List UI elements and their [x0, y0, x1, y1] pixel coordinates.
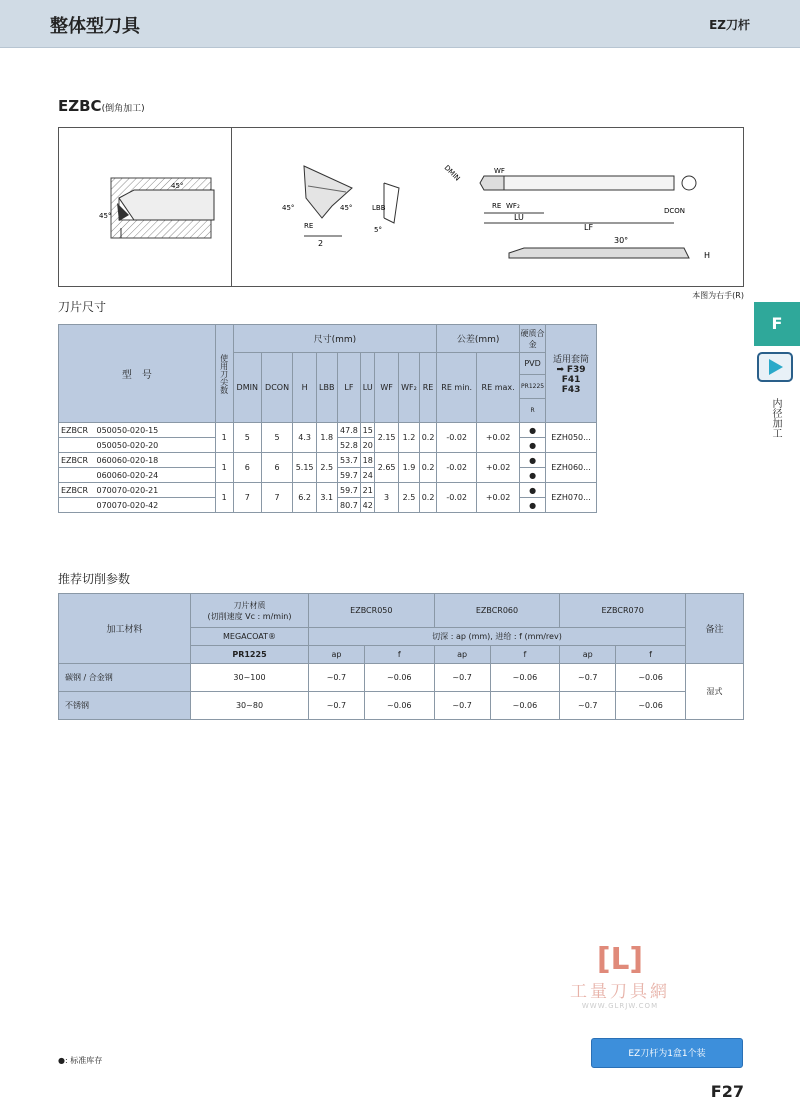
col-lbb: LBB: [316, 353, 337, 423]
col-tool-070: EZBCR070: [560, 594, 686, 628]
model-prefix: EZBCR: [59, 483, 95, 498]
ap-value: ~0.7: [434, 664, 490, 692]
col-edges: 使用刀尖数: [215, 325, 233, 423]
dim-label: 2: [318, 239, 324, 248]
diagram-note: 本图为右手(R): [692, 291, 744, 300]
col-remax: RE max.: [477, 353, 520, 423]
tool-diagram: [58, 127, 744, 287]
model-code: 070070-020-21: [95, 483, 216, 498]
dim-lf: 59.7: [337, 468, 361, 483]
model-code: 060060-020-24: [95, 468, 216, 483]
dim-remax: +0.02: [477, 483, 520, 513]
section-name: EZ刀杆: [709, 18, 750, 32]
sleeve-code: EZH050...: [546, 423, 597, 453]
f-value: ~0.06: [490, 664, 560, 692]
col-ap: ap: [434, 646, 490, 664]
col-ap: ap: [560, 646, 616, 664]
page-header: [0, 0, 800, 48]
dim-lu: 15: [361, 423, 375, 438]
angle-label: 45°: [282, 204, 295, 212]
dim-edges: 1: [215, 423, 233, 453]
dim-lbb: 2.5: [316, 453, 337, 483]
col-f: f: [364, 646, 434, 664]
col-tool-050: EZBCR050: [309, 594, 435, 628]
col-wf: WF: [375, 353, 399, 423]
side-label: 内径加工: [770, 398, 781, 438]
table-row: [59, 483, 597, 498]
col-lu: LU: [361, 353, 375, 423]
col-dmin: DMIN: [233, 353, 261, 423]
product-name: [58, 97, 145, 115]
dim-remax: +0.02: [477, 423, 520, 453]
stock-marker: ●: [520, 498, 546, 513]
dim-label: DMIN: [442, 163, 462, 183]
dim-dcon: 6: [261, 453, 292, 483]
dim-lu: 20: [361, 438, 375, 453]
dims-title: 刀片尺寸: [58, 300, 107, 314]
ap-value: ~0.7: [560, 664, 616, 692]
col-f: f: [490, 646, 560, 664]
dim-dmin: 6: [233, 453, 261, 483]
model-code: 050050-020-15: [95, 423, 216, 438]
ap-value: ~0.7: [560, 692, 616, 720]
angle-label: 45°: [171, 182, 184, 190]
cutting-table: [58, 593, 744, 720]
col-pr1225: PR1225: [191, 646, 309, 664]
dim-wf: 3: [375, 483, 399, 513]
watermark-url: WWW.GLRJW.COM: [581, 1002, 659, 1010]
model-prefix: EZBCR: [59, 453, 95, 468]
section-tab-f[interactable]: F: [754, 302, 800, 346]
sleeve-ref-label: F39: [566, 365, 586, 375]
col-r: R: [520, 399, 546, 423]
dim-lu: 24: [361, 468, 375, 483]
dim-wf: 2.15: [375, 423, 399, 453]
dim-lbb: 1.8: [316, 423, 337, 453]
dim-label: WF₂: [506, 202, 520, 210]
f-value: ~0.06: [490, 692, 560, 720]
dim-remax: +0.02: [477, 453, 520, 483]
stock-marker: ●: [520, 453, 546, 468]
dim-label: WF: [494, 167, 505, 175]
product-code: EZBC: [58, 97, 102, 115]
model-prefix: [59, 468, 95, 483]
f-value: ~0.06: [616, 664, 686, 692]
stock-marker: ●: [520, 423, 546, 438]
stock-marker: ●: [520, 468, 546, 483]
dim-lu: 18: [361, 453, 375, 468]
col-remin: RE min.: [437, 353, 477, 423]
dim-lf: 47.8: [337, 423, 361, 438]
sleeve-ref[interactable]: [546, 365, 596, 375]
stock-marker: ●: [520, 483, 546, 498]
model-prefix: [59, 498, 95, 513]
f-value: ~0.06: [364, 664, 434, 692]
col-material: 加工材料: [59, 594, 191, 664]
col-grade: 硬质合金: [520, 325, 546, 353]
vc-value: 30~100: [191, 664, 309, 692]
cut-title: 推荐切削参数: [58, 572, 131, 586]
model-code: 070070-020-42: [95, 498, 216, 513]
dim-lf: 80.7: [337, 498, 361, 513]
dim-dmin: 7: [233, 483, 261, 513]
dim-h: 4.3: [293, 423, 317, 453]
bar-drawing: [414, 128, 744, 288]
model-prefix: [59, 438, 95, 453]
dim-label: DCON: [664, 207, 686, 215]
col-wf2: WF₂: [398, 353, 419, 423]
dim-wf2: 1.2: [398, 423, 419, 453]
angle-label: 45°: [99, 212, 112, 220]
col-note: 备注: [686, 594, 744, 664]
col-dims: 尺寸(mm): [233, 325, 437, 353]
dim-edges: 1: [215, 483, 233, 513]
dim-remin: -0.02: [437, 483, 477, 513]
insert-detail: [234, 128, 414, 288]
sleeve-title: 适用套筒: [553, 355, 590, 365]
col-grade-title: 刀片材质 (切削速度 Vc : m/min): [191, 594, 309, 628]
dim-label: RE: [304, 222, 314, 230]
ap-value: ~0.7: [309, 692, 365, 720]
dim-dcon: 5: [261, 423, 292, 453]
model-prefix: EZBCR: [59, 423, 95, 438]
angle-label: 45°: [340, 204, 353, 212]
packaging-button[interactable]: EZ刀杆为1盒1个装: [591, 1038, 743, 1068]
diagram-divider: [231, 128, 232, 286]
note-value: 湿式: [686, 664, 744, 720]
ap-value: ~0.7: [434, 692, 490, 720]
sleeve-ref-label[interactable]: F43: [561, 385, 581, 395]
col-pvd: PVD: [520, 353, 546, 375]
dim-label: LU: [514, 213, 524, 222]
ap-value: ~0.7: [309, 664, 365, 692]
dim-h: 6.2: [293, 483, 317, 513]
dim-wf2: 2.5: [398, 483, 419, 513]
material-carbon: 碳钢 / 合金钢: [59, 664, 191, 692]
dim-wf2: 1.9: [398, 453, 419, 483]
watermark-logo-icon: [ᒪ]: [596, 942, 644, 977]
material-stainless: 不锈钢: [59, 692, 191, 720]
table-row: [59, 423, 597, 438]
col-h: H: [293, 353, 317, 423]
f-value: ~0.06: [364, 692, 434, 720]
col-sleeve: [546, 325, 597, 423]
dim-dcon: 7: [261, 483, 292, 513]
dim-lu: 42: [361, 498, 375, 513]
col-tol: 公差(mm): [437, 325, 520, 353]
dim-h: 5.15: [293, 453, 317, 483]
col-re: RE: [419, 353, 436, 423]
page-title: 整体型刀具: [50, 16, 140, 37]
watermark-text: 工量刀具網: [570, 982, 670, 1002]
dim-re: 0.2: [419, 483, 436, 513]
col-dcon: DCON: [261, 353, 292, 423]
dim-wf: 2.65: [375, 453, 399, 483]
dim-edges: 1: [215, 453, 233, 483]
sleeve-code: EZH070...: [546, 483, 597, 513]
angle-label: 30°: [614, 236, 629, 245]
arrow-icon: ➡: [556, 365, 565, 375]
angle-label: 5°: [374, 226, 382, 234]
dim-re: 0.2: [419, 453, 436, 483]
dim-re: 0.2: [419, 423, 436, 453]
col-lf: LF: [337, 353, 361, 423]
sleeve-ref-label[interactable]: F41: [561, 375, 581, 385]
dim-label: LF: [584, 223, 594, 232]
col-model: 型 号: [59, 325, 216, 423]
col-megacoat: MEGACOAT®: [191, 628, 309, 646]
dim-dmin: 5: [233, 423, 261, 453]
vc-value: 30~80: [191, 692, 309, 720]
model-code: 060060-020-18: [95, 453, 216, 468]
dim-label: RE: [492, 202, 502, 210]
stock-marker: ●: [520, 438, 546, 453]
dim-label: H: [704, 251, 711, 260]
model-code: 050050-020-20: [95, 438, 216, 453]
col-f: f: [616, 646, 686, 664]
page-number: F27: [710, 1082, 744, 1101]
dim-lf: 53.7: [337, 453, 361, 468]
dim-lu: 21: [361, 483, 375, 498]
sleeve-code: EZH060...: [546, 453, 597, 483]
dim-lf: 52.8: [337, 438, 361, 453]
col-depth: 切深 : ap (mm), 进给 : f (mm/rev): [309, 628, 686, 646]
watermark: [540, 942, 700, 1010]
col-ap: ap: [309, 646, 365, 664]
col-tool-060: EZBCR060: [434, 594, 560, 628]
f-value: ~0.06: [616, 692, 686, 720]
col-pr1225: PR1225: [520, 375, 546, 399]
table-row: [59, 453, 597, 468]
play-icon[interactable]: [757, 352, 793, 382]
dim-label: LBB: [372, 204, 386, 212]
dims-table: [58, 324, 597, 513]
legend-note: ●: 标准库存: [58, 1056, 103, 1065]
dim-remin: -0.02: [437, 453, 477, 483]
dim-remin: -0.02: [437, 423, 477, 453]
chamfer-sketch: [59, 128, 231, 288]
dim-lbb: 3.1: [316, 483, 337, 513]
dim-lf: 59.7: [337, 483, 361, 498]
product-subtitle: (倒角加工): [101, 104, 145, 114]
